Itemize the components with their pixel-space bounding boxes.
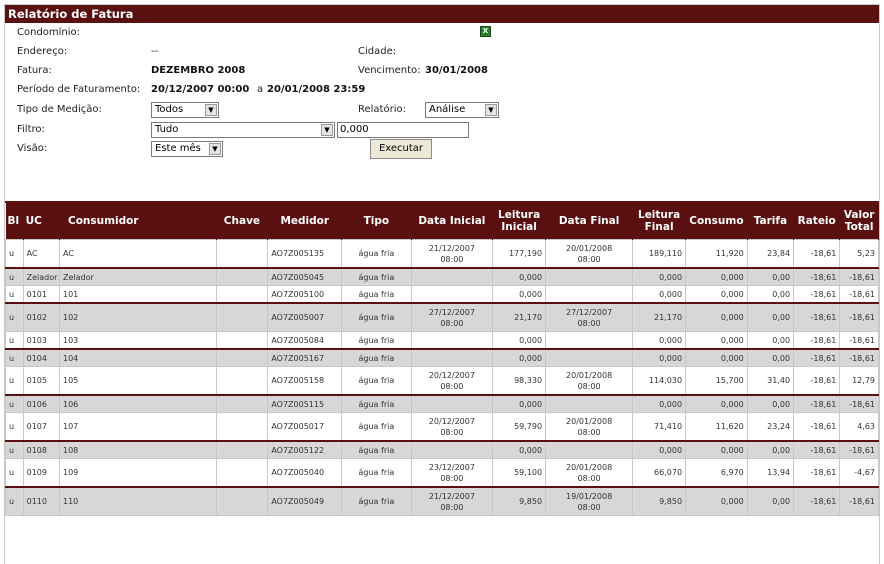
- cell-bl: u: [6, 268, 24, 286]
- cell-medidor: AO7Z005167: [268, 349, 342, 367]
- cell-consumo: 0,000: [686, 332, 748, 350]
- cell-data-final: [546, 332, 633, 350]
- cell-tarifa: 0,00: [747, 303, 793, 332]
- cell-leitura-inicial: 0,000: [493, 349, 546, 367]
- cell-tipo: água fria: [342, 240, 411, 269]
- periodo-separator: a: [257, 84, 264, 95]
- table-row[interactable]: [6, 413, 879, 442]
- cell-data-inicial: [411, 268, 493, 286]
- cell-consumo: 0,000: [686, 441, 748, 459]
- table-body: [6, 240, 879, 516]
- periodo-inicio: 20/12/2007 00:00: [151, 84, 250, 95]
- cell-rateio: -18,61: [794, 413, 840, 442]
- cell-data-final: [546, 303, 633, 332]
- cell-uc: 0105: [23, 367, 59, 396]
- invoice-table: [5, 203, 879, 516]
- cell-uc: Zelador: [23, 268, 59, 286]
- cell-leitura-inicial: 59,100: [493, 459, 546, 488]
- cell-tipo: água fria: [342, 459, 411, 488]
- col-valor-total[interactable]: Valor Total: [840, 203, 879, 240]
- cell-data-final: [546, 349, 633, 367]
- col-data-final[interactable]: Data Final: [546, 203, 633, 240]
- col-bl[interactable]: Bl: [6, 203, 24, 240]
- cell-rateio: -18,61: [794, 459, 840, 488]
- cell-data-inicial: [411, 286, 493, 304]
- col-tarifa[interactable]: Tarifa: [747, 203, 793, 240]
- cell-data-inicial-date: 20/12/2007: [428, 416, 475, 426]
- cell-tarifa: 0,00: [747, 268, 793, 286]
- cell-chave: [216, 441, 268, 459]
- cell-consumidor: 107: [60, 413, 217, 442]
- cell-medidor: AO7Z005017: [268, 413, 342, 442]
- report-window: [4, 4, 880, 564]
- col-leitura-final[interactable]: Leitura Final: [633, 203, 686, 240]
- cell-medidor: AO7Z005049: [268, 487, 342, 516]
- cell-tarifa: 0,00: [747, 332, 793, 350]
- cell-consumidor: 109: [60, 459, 217, 488]
- cell-leitura-inicial: 0,000: [493, 441, 546, 459]
- col-tipo[interactable]: Tipo: [342, 203, 411, 240]
- cell-data-inicial-time: 08:00: [440, 473, 464, 483]
- cell-medidor: AO7Z005122: [268, 441, 342, 459]
- cell-tarifa: 0,00: [747, 487, 793, 516]
- table-header-row: [6, 203, 879, 240]
- cell-uc: 0110: [23, 487, 59, 516]
- cell-valor-total: 12,79: [840, 367, 879, 396]
- cell-leitura-inicial: 98,330: [493, 367, 546, 396]
- cell-consumidor: 106: [60, 395, 217, 413]
- cell-data-final-time: 08:00: [577, 473, 601, 483]
- cidade-label: Cidade:: [358, 46, 397, 57]
- cell-leitura-final: 21,170: [633, 303, 686, 332]
- cell-tipo: água fria: [342, 413, 411, 442]
- cell-data-inicial: [411, 303, 493, 332]
- cell-uc: 0106: [23, 395, 59, 413]
- cell-uc: 0107: [23, 413, 59, 442]
- cell-data-final: [546, 268, 633, 286]
- page-title: Relatório de Fatura: [5, 5, 879, 23]
- excel-export-icon[interactable]: X: [480, 26, 491, 37]
- cell-data-final-date: 19/01/2008: [566, 491, 613, 501]
- cell-data-final-date: 20/01/2008: [566, 370, 613, 380]
- cell-medidor: AO7Z005100: [268, 286, 342, 304]
- cell-chave: [216, 240, 268, 269]
- cell-data-inicial: [411, 441, 493, 459]
- cell-tarifa: 0,00: [747, 349, 793, 367]
- cell-leitura-inicial: 9,850: [493, 487, 546, 516]
- cell-consumo: 15,700: [686, 367, 748, 396]
- cell-data-inicial: [411, 487, 493, 516]
- table-row[interactable]: [6, 441, 879, 459]
- cell-chave: [216, 413, 268, 442]
- cell-tarifa: 23,84: [747, 240, 793, 269]
- tipo-medicao-select[interactable]: [151, 102, 219, 118]
- cell-uc: 0103: [23, 332, 59, 350]
- cell-tarifa: 23,24: [747, 413, 793, 442]
- cell-tarifa: 0,00: [747, 286, 793, 304]
- cell-data-inicial: [411, 367, 493, 396]
- cell-valor-total: -18,61: [840, 303, 879, 332]
- cell-bl: u: [6, 441, 24, 459]
- cell-consumidor: Zelador: [60, 268, 217, 286]
- endereco-label: Endereço:: [17, 46, 68, 57]
- chevron-down-icon: ▼: [485, 104, 497, 116]
- cell-consumidor: 105: [60, 367, 217, 396]
- periodo-label: Período de Faturamento:: [17, 84, 141, 95]
- col-uc[interactable]: UC: [23, 203, 59, 240]
- cell-chave: [216, 459, 268, 488]
- col-consumo[interactable]: Consumo: [686, 203, 748, 240]
- cell-rateio: -18,61: [794, 367, 840, 396]
- cell-chave: [216, 268, 268, 286]
- visao-value: Este mês: [155, 143, 201, 154]
- cell-data-final-time: 08:00: [577, 381, 601, 391]
- cell-leitura-final: 9,850: [633, 487, 686, 516]
- cell-bl: u: [6, 303, 24, 332]
- table-row[interactable]: [6, 349, 879, 367]
- cell-valor-total: 5,23: [840, 240, 879, 269]
- cell-bl: u: [6, 395, 24, 413]
- col-medidor[interactable]: Medidor: [268, 203, 342, 240]
- cell-chave: [216, 349, 268, 367]
- table-row[interactable]: [6, 487, 879, 516]
- table-row[interactable]: [6, 240, 879, 269]
- cell-bl: u: [6, 487, 24, 516]
- executar-button[interactable]: Executar: [370, 139, 432, 159]
- cell-tipo: água fria: [342, 487, 411, 516]
- cell-medidor: AO7Z005007: [268, 303, 342, 332]
- cell-tipo: água fria: [342, 303, 411, 332]
- filtro-select[interactable]: [151, 122, 335, 138]
- table-row[interactable]: [6, 303, 879, 332]
- cell-rateio: -18,61: [794, 395, 840, 413]
- cell-bl: u: [6, 367, 24, 396]
- visao-label: Visão:: [17, 143, 48, 154]
- cell-tipo: água fria: [342, 286, 411, 304]
- cell-data-inicial: [411, 395, 493, 413]
- cell-consumo: 0,000: [686, 286, 748, 304]
- condominio-label: Condomínio:: [17, 27, 81, 38]
- cell-uc: 0101: [23, 286, 59, 304]
- cell-chave: [216, 487, 268, 516]
- cell-data-inicial-date: 27/12/2007: [428, 307, 475, 317]
- cell-medidor: AO7Z005040: [268, 459, 342, 488]
- cell-data-final-date: 20/01/2008: [566, 462, 613, 472]
- cell-consumo: 0,000: [686, 487, 748, 516]
- cell-medidor: AO7Z005158: [268, 367, 342, 396]
- cell-tarifa: 0,00: [747, 395, 793, 413]
- cell-data-final: [546, 367, 633, 396]
- cell-data-inicial: [411, 413, 493, 442]
- cell-data-final: [546, 240, 633, 269]
- cell-leitura-inicial: 0,000: [493, 332, 546, 350]
- cell-leitura-inicial: 21,170: [493, 303, 546, 332]
- cell-leitura-final: 71,410: [633, 413, 686, 442]
- cell-leitura-final: 0,000: [633, 286, 686, 304]
- report-header: [5, 23, 879, 203]
- col-consumidor[interactable]: Consumidor: [60, 203, 217, 240]
- fatura-value: DEZEMBRO 2008: [151, 65, 246, 76]
- cell-uc: 0108: [23, 441, 59, 459]
- cell-tipo: água fria: [342, 332, 411, 350]
- cell-leitura-final: 114,030: [633, 367, 686, 396]
- cell-leitura-inicial: 59,790: [493, 413, 546, 442]
- table-row[interactable]: [6, 286, 879, 304]
- cell-consumidor: AC: [60, 240, 217, 269]
- cell-valor-total: 4,63: [840, 413, 879, 442]
- table-row[interactable]: [6, 395, 879, 413]
- cell-rateio: -18,61: [794, 349, 840, 367]
- fatura-label: Fatura:: [17, 65, 52, 76]
- cell-rateio: -18,61: [794, 332, 840, 350]
- visao-select[interactable]: [151, 141, 223, 157]
- cell-data-inicial-date: 21/12/2007: [428, 491, 475, 501]
- cell-leitura-final: 0,000: [633, 441, 686, 459]
- table-row[interactable]: [6, 332, 879, 350]
- cell-medidor: AO7Z005045: [268, 268, 342, 286]
- chevron-down-icon: ▼: [209, 143, 221, 155]
- cell-tipo: água fria: [342, 395, 411, 413]
- cell-valor-total: -18,61: [840, 441, 879, 459]
- cell-leitura-final: 0,000: [633, 332, 686, 350]
- cell-chave: [216, 395, 268, 413]
- cell-data-inicial: [411, 332, 493, 350]
- cell-data-inicial: [411, 349, 493, 367]
- tipo-medicao-label: Tipo de Medição:: [17, 104, 102, 115]
- table-row[interactable]: [6, 367, 879, 396]
- cell-rateio: -18,61: [794, 441, 840, 459]
- cell-data-inicial-time: 08:00: [440, 381, 464, 391]
- cell-consumidor: 110: [60, 487, 217, 516]
- endereco-value: --: [151, 46, 159, 57]
- cell-data-final-time: 08:00: [577, 427, 601, 437]
- cell-consumidor: 108: [60, 441, 217, 459]
- cell-chave: [216, 332, 268, 350]
- cell-uc: AC: [23, 240, 59, 269]
- cell-data-inicial-time: 08:00: [440, 427, 464, 437]
- cell-valor-total: -18,61: [840, 487, 879, 516]
- cell-medidor: AO7Z005135: [268, 240, 342, 269]
- cell-consumo: 0,000: [686, 268, 748, 286]
- cell-data-final-time: 08:00: [577, 254, 601, 264]
- cell-data-inicial-time: 08:00: [440, 254, 464, 264]
- col-rateio[interactable]: Rateio: [794, 203, 840, 240]
- filtro-input[interactable]: 0,000: [337, 122, 469, 138]
- cell-consumo: 6,970: [686, 459, 748, 488]
- cell-data-inicial: [411, 459, 493, 488]
- relatorio-value: Análise: [429, 104, 466, 115]
- cell-leitura-final: 0,000: [633, 268, 686, 286]
- cell-valor-total: -18,61: [840, 332, 879, 350]
- relatorio-select[interactable]: [425, 102, 499, 118]
- col-data-inicial[interactable]: Data Inicial: [411, 203, 493, 240]
- cell-consumidor: 103: [60, 332, 217, 350]
- vencimento-label: Vencimento:: [358, 65, 421, 76]
- cell-bl: u: [6, 240, 24, 269]
- cell-consumidor: 104: [60, 349, 217, 367]
- cell-tarifa: 13,94: [747, 459, 793, 488]
- cell-leitura-inicial: 0,000: [493, 286, 546, 304]
- table-row[interactable]: [6, 459, 879, 488]
- cell-data-final: [546, 441, 633, 459]
- cell-leitura-final: 66,070: [633, 459, 686, 488]
- relatorio-label: Relatório:: [358, 104, 406, 115]
- cell-consumo: 11,620: [686, 413, 748, 442]
- col-leitura-inicial[interactable]: Leitura Inicial: [493, 203, 546, 240]
- cell-chave: [216, 286, 268, 304]
- tipo-medicao-value: Todos: [155, 104, 184, 115]
- cell-consumidor: 102: [60, 303, 217, 332]
- cell-rateio: -18,61: [794, 303, 840, 332]
- cell-rateio: -18,61: [794, 240, 840, 269]
- cell-uc: 0109: [23, 459, 59, 488]
- cell-tarifa: 0,00: [747, 441, 793, 459]
- cell-data-final-date: 20/01/2008: [566, 243, 613, 253]
- cell-bl: u: [6, 349, 24, 367]
- cell-data-inicial-date: 23/12/2007: [428, 462, 475, 472]
- cell-data-final: [546, 395, 633, 413]
- cell-leitura-inicial: 0,000: [493, 268, 546, 286]
- periodo-fim: 20/01/2008 23:59: [267, 84, 366, 95]
- cell-bl: u: [6, 332, 24, 350]
- chevron-down-icon: ▼: [321, 124, 333, 136]
- cell-bl: u: [6, 459, 24, 488]
- filtro-label: Filtro:: [17, 124, 45, 135]
- cell-bl: u: [6, 286, 24, 304]
- cell-consumo: 0,000: [686, 303, 748, 332]
- cell-valor-total: -18,61: [840, 286, 879, 304]
- cell-bl: u: [6, 413, 24, 442]
- cell-medidor: AO7Z005084: [268, 332, 342, 350]
- cell-data-final: [546, 413, 633, 442]
- cell-data-final-time: 08:00: [577, 318, 601, 328]
- cell-consumo: 0,000: [686, 349, 748, 367]
- cell-tipo: água fria: [342, 367, 411, 396]
- cell-leitura-final: 0,000: [633, 395, 686, 413]
- cell-valor-total: -4,67: [840, 459, 879, 488]
- cell-leitura-inicial: 0,000: [493, 395, 546, 413]
- cell-chave: [216, 367, 268, 396]
- cell-consumo: 0,000: [686, 395, 748, 413]
- cell-data-inicial: [411, 240, 493, 269]
- cell-uc: 0102: [23, 303, 59, 332]
- cell-tipo: água fria: [342, 268, 411, 286]
- cell-valor-total: -18,61: [840, 349, 879, 367]
- cell-tipo: água fria: [342, 441, 411, 459]
- cell-data-final: [546, 286, 633, 304]
- cell-leitura-inicial: 177,190: [493, 240, 546, 269]
- cell-uc: 0104: [23, 349, 59, 367]
- cell-data-final-date: 20/01/2008: [566, 416, 613, 426]
- cell-data-final: [546, 459, 633, 488]
- vencimento-value: 30/01/2008: [425, 65, 488, 76]
- cell-rateio: -18,61: [794, 487, 840, 516]
- cell-chave: [216, 303, 268, 332]
- filtro-value: Tudo: [155, 124, 179, 135]
- cell-data-inicial-time: 08:00: [440, 502, 464, 512]
- cell-data-final: [546, 487, 633, 516]
- cell-valor-total: -18,61: [840, 395, 879, 413]
- cell-tarifa: 31,40: [747, 367, 793, 396]
- chevron-down-icon: ▼: [205, 104, 217, 116]
- cell-data-inicial-time: 08:00: [440, 318, 464, 328]
- cell-leitura-final: 0,000: [633, 349, 686, 367]
- cell-data-final-time: 08:00: [577, 502, 601, 512]
- cell-data-inicial-date: 21/12/2007: [428, 243, 475, 253]
- cell-rateio: -18,61: [794, 286, 840, 304]
- cell-leitura-final: 189,110: [633, 240, 686, 269]
- cell-data-final-date: 27/12/2007: [566, 307, 613, 317]
- table-row[interactable]: [6, 268, 879, 286]
- cell-consumo: 11,920: [686, 240, 748, 269]
- cell-data-inicial-date: 20/12/2007: [428, 370, 475, 380]
- cell-consumidor: 101: [60, 286, 217, 304]
- col-chave[interactable]: Chave: [216, 203, 268, 240]
- cell-valor-total: -18,61: [840, 268, 879, 286]
- cell-rateio: -18,61: [794, 268, 840, 286]
- cell-medidor: AO7Z005115: [268, 395, 342, 413]
- cell-tipo: água fria: [342, 349, 411, 367]
